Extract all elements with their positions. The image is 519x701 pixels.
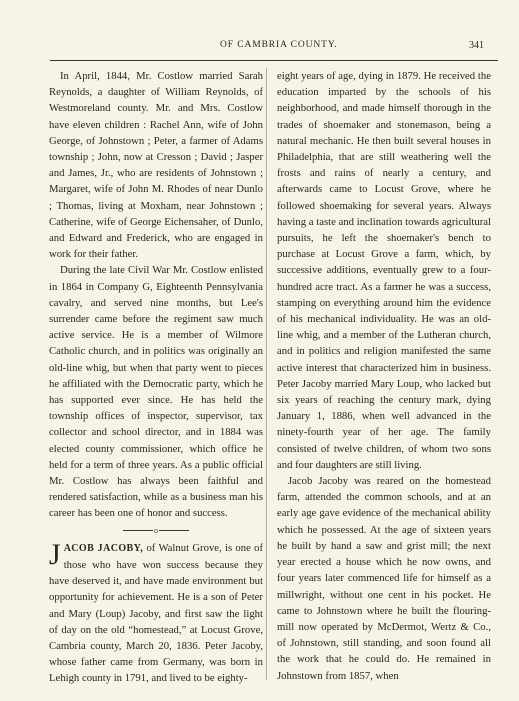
separator-line-left bbox=[123, 530, 153, 531]
paragraph-costlow-service: During the late Civil War Mr. Costlow enlisted in 1864 in Company G, Eighteenth Pennsylvania cavalry, and served nine months, but Lee's surrender came before the regiment saw much active service. He is a member of Wilmore Catholic church, and in politics was originally an old-line whig, but when that party went to pieces he affiliated with the Democratic party, which he has supported ever since. He has held the township offices of inspector, supervisor, tax collector and school director, and in 1884 was elected county commissioner, which office he held for a term of three years. As a public official Mr. Costlow has always been faithful and rendered satisfaction, while as a business man his career has been one of honor and success. bbox=[49, 264, 263, 520]
drop-cap: J bbox=[49, 537, 61, 571]
paragraph-jacoby-bio bbox=[49, 537, 264, 687]
separator-line-right bbox=[159, 530, 189, 531]
running-head: OF CAMBRIA COUNTY. bbox=[220, 40, 338, 50]
bio-text: of Walnut Grove, is one of those who have won success because they have deserved it, and have made environment but opportunity for achievement. He is a son of Peter and Mary (Loup) Jacoby, and first saw the light of day on the old “homestead,” at Locust Grove, Cambria county, March 20, 1836. Peter Jacoby, whose father came from Germany, was born in Lehigh county in 1791, and lived to be eighty- bbox=[49, 541, 264, 685]
separator-ornament: o bbox=[154, 525, 158, 535]
header-rule bbox=[50, 60, 498, 61]
paragraph-costlow-marriage: In April, 1844, Mr. Costlow married Sarah Reynolds, a daughter of William Reynolds, of Westmoreland county. Mr. and Mrs. Costlow have eleven children : Rachel Ann, wife of John George, of Johnstown ; Peter, a farmer of Adams township ; John, now at Cresson ; David ; Jasper and James, Jr., who are residents of Johnstown ; Margaret, wife of John M. Rhodes of near Dunlo ; Thomas, living at Moxham, near Johnstown ; Catherine, wife of George Eichensaher, of Dunlo, and Edward and Frederick, who are engaged in work for their father. bbox=[49, 70, 263, 261]
column-divider bbox=[266, 68, 267, 680]
page-header bbox=[0, 40, 519, 56]
bio-subject-name: ACOB JACOBY, bbox=[63, 542, 144, 554]
paragraph-jacob-jacoby: Jacob Jacoby was reared on the homestead farm, attended the common schools, and at an early age gave evidence of the mechanical ability which he possessed. At the age of sixteen years he built by hand a saw and grist mill; the next year erected a house which he now owns, and four years later commenced life for himself as a millwright, without one cent in his pocket. He came to Johnstown where he built the flouring-mill now operated by McDermot, Wertz & Co., of Johnstown, still standing, and soon found all the work that he could do. He remained in Johnstown from 1857, when bbox=[277, 475, 491, 682]
section-separator bbox=[49, 522, 263, 540]
left-column bbox=[49, 68, 263, 687]
page-number: 341 bbox=[469, 40, 484, 51]
right-column bbox=[277, 68, 491, 684]
paragraph-peter-jacoby: eight years of age, dying in 1879. He received the education imparted by the schools of his neighborhood, and made himself thorough in the trades of shoemaker and stonemason, being a natural mechanic. He then built several houses in Philadelphia, that are still weathering well the frosts and rains of nearly a century, and afterwards came to Locust Grove, where he followed shoemaking for several years. Always having a taste and inclination towards agricultural pursuits, he left the shoemaker's bench to purchase at Locust Grove a farm, which, by successive additions, eventually grew to a four-hundred acre tract. As a farmer he was a success, stamping on everything around him the evidence of his mechanical individuality. He was an old-line whig, and a member of the Lutheran church, and in politics and religion manifested the same active interest that characterized him in business. Peter Jacoby married Mary Loup, who lacked but six years of reaching the century mark, dying January 1, 1886, when well advanced in the ninety-fourth year of her age. The family consisted of twelve children, of whom two sons and four daughters are still living. bbox=[277, 70, 491, 471]
